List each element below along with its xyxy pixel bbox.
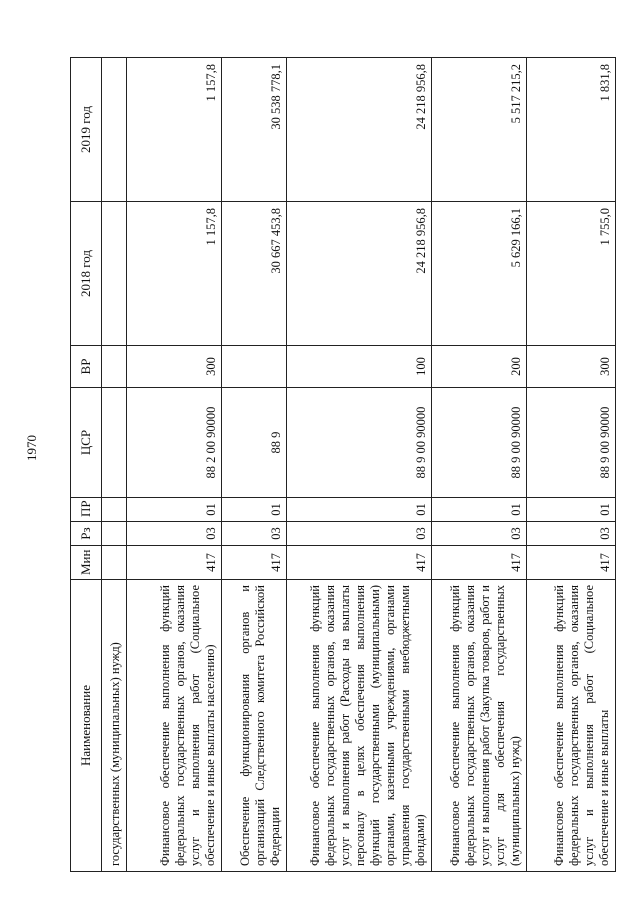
row-csr: 88 2 00 90000 bbox=[127, 388, 222, 498]
row-min: 417 bbox=[127, 546, 222, 580]
header-min: Мин bbox=[71, 546, 102, 580]
table-row bbox=[287, 58, 432, 872]
row-2019: 30 538 778,1 bbox=[222, 58, 287, 202]
row-name: Финансовое обеспечение выполнения функций федеральных государственных органов, оказания услуг и выполнения работ (Социальное обеспечение и иные выплаты bbox=[527, 580, 616, 872]
table-row-continuation bbox=[102, 58, 127, 872]
header-rz: Рз bbox=[71, 522, 102, 546]
header-pr: ПР bbox=[71, 498, 102, 522]
row-2019: 1 157,8 bbox=[127, 58, 222, 202]
row-csr: 88 9 00 90000 bbox=[287, 388, 432, 498]
row-csr: 88 9 bbox=[222, 388, 287, 498]
row-rz: 03 bbox=[222, 522, 287, 546]
row-rz: 03 bbox=[527, 522, 616, 546]
continuation-text: государственных (муниципальных) нужд) bbox=[102, 580, 127, 872]
cell-empty bbox=[102, 58, 127, 202]
row-csr: 88 9 00 90000 bbox=[432, 388, 527, 498]
table-row bbox=[222, 58, 287, 872]
cell-empty bbox=[102, 388, 127, 498]
budget-table-container bbox=[70, 58, 618, 872]
row-rz: 03 bbox=[127, 522, 222, 546]
table-row bbox=[432, 58, 527, 872]
header-2018: 2018 год bbox=[71, 202, 102, 346]
row-min: 417 bbox=[432, 546, 527, 580]
row-min: 417 bbox=[287, 546, 432, 580]
header-csr: ЦСР bbox=[71, 388, 102, 498]
cell-empty bbox=[102, 498, 127, 522]
page-number: 1970 bbox=[24, 435, 39, 461]
header-name: Наименование bbox=[71, 580, 102, 872]
budget-table bbox=[70, 57, 616, 872]
row-2019: 24 218 956,8 bbox=[287, 58, 432, 202]
row-vr: 200 bbox=[432, 346, 527, 388]
row-2018: 24 218 956,8 bbox=[287, 202, 432, 346]
row-pr: 01 bbox=[432, 498, 527, 522]
table-row bbox=[527, 58, 616, 872]
row-vr: 300 bbox=[527, 346, 616, 388]
cell-empty bbox=[102, 346, 127, 388]
row-name: Обеспечение функционирования органов и организаций Следственного комитета Российской Федерации bbox=[222, 580, 287, 872]
header-vr: ВР bbox=[71, 346, 102, 388]
cell-empty bbox=[102, 202, 127, 346]
table-header-row bbox=[71, 58, 102, 872]
row-csr: 88 9 00 90000 bbox=[527, 388, 616, 498]
row-pr: 01 bbox=[527, 498, 616, 522]
row-vr: 300 bbox=[127, 346, 222, 388]
row-pr: 01 bbox=[287, 498, 432, 522]
header-2019: 2019 год bbox=[71, 58, 102, 202]
row-pr: 01 bbox=[222, 498, 287, 522]
row-vr: 100 bbox=[287, 346, 432, 388]
row-2018: 1 157,8 bbox=[127, 202, 222, 346]
table-row bbox=[127, 58, 222, 872]
row-name: Финансовое обеспечение выполнения функций федеральных государственных органов, оказания услуг и выполнения работ (Закупка товаров, работ и услуг для обеспечения государственных (муниципальных) нужд) bbox=[432, 580, 527, 872]
row-pr: 01 bbox=[127, 498, 222, 522]
row-vr bbox=[222, 346, 287, 388]
rotated-page bbox=[70, 58, 618, 872]
row-min: 417 bbox=[527, 546, 616, 580]
row-name: Финансовое обеспечение выполнения функций федеральных государственных органов, оказания услуг и выполнения работ (Расходы на выплаты персоналу в целях обеспечения выполнения функций государственными (муниципальными) органами, казенными учреждениями, органами управления государственными внебюджетными фондами) bbox=[287, 580, 432, 872]
row-rz: 03 bbox=[432, 522, 527, 546]
row-2018: 1 755,0 bbox=[527, 202, 616, 346]
row-2018: 5 629 166,1 bbox=[432, 202, 527, 346]
row-rz: 03 bbox=[287, 522, 432, 546]
row-2019: 5 517 215,2 bbox=[432, 58, 527, 202]
row-min: 417 bbox=[222, 546, 287, 580]
row-2018: 30 667 453,8 bbox=[222, 202, 287, 346]
cell-empty bbox=[102, 522, 127, 546]
row-name: Финансовое обеспечение выполнения функций федеральных государственных органов, оказания услуг и выполнения работ (Социальное обеспечение и иные выплаты населению) bbox=[127, 580, 222, 872]
cell-empty bbox=[102, 546, 127, 580]
row-2019: 1 831,8 bbox=[527, 58, 616, 202]
